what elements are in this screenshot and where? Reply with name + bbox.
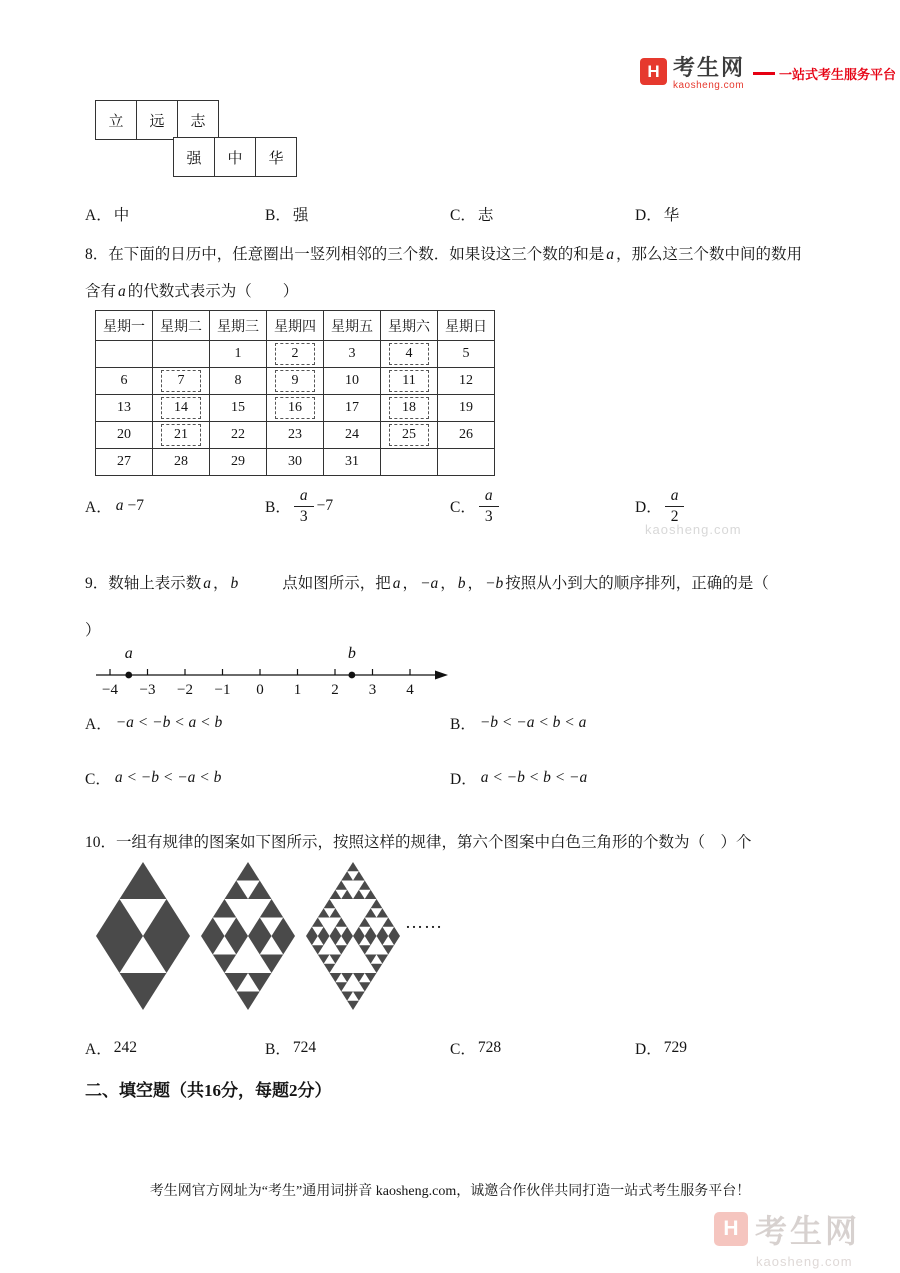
calendar-header: 星期日 bbox=[438, 311, 495, 341]
tick-label: −4 bbox=[102, 682, 118, 698]
q9-text-line1 bbox=[85, 565, 855, 602]
math-var: b bbox=[230, 575, 239, 592]
tick-label: 2 bbox=[331, 682, 339, 698]
q8-text-line1 bbox=[85, 236, 855, 273]
q7-option-A bbox=[85, 203, 129, 225]
tick-label: 1 bbox=[293, 682, 302, 698]
text-run: ， bbox=[402, 575, 419, 592]
point-label-a: a bbox=[124, 645, 133, 662]
fraction: $\frac{a}{3}$ bbox=[294, 487, 314, 524]
point-b bbox=[348, 672, 355, 679]
calendar-cell: 20 bbox=[96, 422, 153, 449]
option-label: D． bbox=[635, 499, 662, 516]
option-text: 中 bbox=[113, 207, 130, 224]
text-run: ，那么这三个数中间的数用 bbox=[616, 246, 803, 263]
kaosheng-watermark-icon: H bbox=[714, 1212, 748, 1246]
calendar-cell: 5 bbox=[438, 341, 495, 368]
option-text: 728 bbox=[477, 1039, 502, 1056]
option-label: B． bbox=[450, 716, 476, 733]
fraction: $\frac{a}{2}$ bbox=[665, 487, 685, 524]
calendar-cell: 8 bbox=[210, 368, 267, 395]
calendar-header: 星期四 bbox=[267, 311, 324, 341]
q9-option-D bbox=[450, 767, 589, 789]
math-var: a bbox=[392, 575, 401, 592]
option-label: C． bbox=[85, 771, 111, 788]
calendar-cell: 14 bbox=[153, 395, 210, 422]
calendar-cell bbox=[381, 449, 438, 476]
pattern-figures-svg bbox=[95, 860, 410, 1012]
option-text: 724 bbox=[292, 1039, 317, 1056]
math-var: −a bbox=[420, 575, 439, 592]
net-cell: 华 bbox=[255, 137, 297, 177]
math-var: a bbox=[203, 575, 212, 592]
text-run: 2 bbox=[289, 1081, 298, 1100]
option-label: D． bbox=[635, 207, 662, 224]
text-run: ， bbox=[440, 575, 456, 592]
q10-option-B bbox=[265, 1037, 316, 1059]
calendar-cell: 11 bbox=[381, 368, 438, 395]
calendar-header: 星期三 bbox=[210, 311, 267, 341]
calendar-cell: 30 bbox=[267, 449, 324, 476]
pattern-figure-3 bbox=[306, 862, 400, 1010]
math-expr: −b < −a < b < a bbox=[479, 714, 587, 731]
calendar-cell: 16 bbox=[267, 395, 324, 422]
calendar-cell: 9 bbox=[267, 368, 324, 395]
option-label: A． bbox=[85, 716, 112, 733]
calendar-cell: 26 bbox=[438, 422, 495, 449]
watermark-mid: kaosheng.com bbox=[645, 522, 742, 537]
option-text: 729 bbox=[663, 1039, 687, 1056]
calendar-cell: 24 bbox=[324, 422, 381, 449]
text-run: 分，每题 bbox=[221, 1081, 289, 1100]
tick-label: 4 bbox=[406, 682, 414, 698]
pattern-ellipsis: …… bbox=[405, 912, 443, 932]
number-line-figure bbox=[88, 644, 468, 711]
calendar-cell: 10 bbox=[324, 368, 381, 395]
watermark-domain: kaosheng.com bbox=[755, 1254, 853, 1269]
number-line-svg bbox=[88, 644, 468, 706]
option-label: C． bbox=[450, 499, 476, 516]
watermark-logo bbox=[714, 1206, 860, 1269]
math-var: b bbox=[457, 575, 466, 592]
text-run: ， bbox=[467, 575, 484, 592]
option-text: 志 bbox=[477, 207, 494, 224]
q8-option-A bbox=[85, 482, 144, 530]
text-run: 8．在下面的日历中，任意圈出一竖列相邻的三个数．如果设这三个数的和是 bbox=[85, 246, 605, 263]
option-label: A． bbox=[85, 207, 112, 224]
q7-option-D bbox=[635, 203, 679, 225]
calendar-cell: 27 bbox=[96, 449, 153, 476]
calendar-cell: 15 bbox=[210, 395, 267, 422]
calendar-header: 星期六 bbox=[381, 311, 438, 341]
pattern-figure-2 bbox=[201, 862, 295, 1010]
option-label: A． bbox=[85, 1041, 112, 1058]
calendar-cell: 13 bbox=[96, 395, 153, 422]
math-var: a bbox=[118, 283, 126, 300]
net-cell: 立 bbox=[95, 100, 137, 140]
q8-option-C bbox=[450, 482, 500, 530]
q9-text bbox=[85, 565, 855, 602]
calendar-cell bbox=[438, 449, 495, 476]
calendar-cell: 25 bbox=[381, 422, 438, 449]
fraction: $\frac{a}{3}$ bbox=[479, 487, 499, 524]
calendar-cell: 17 bbox=[324, 395, 381, 422]
text-run: 按照从小到大的顺序排列，正确的是（ bbox=[505, 575, 769, 592]
q7-option-C bbox=[450, 203, 493, 225]
point-a bbox=[125, 672, 132, 679]
calendar-cell: 29 bbox=[210, 449, 267, 476]
option-label: B． bbox=[265, 207, 291, 224]
q9-option-C bbox=[85, 767, 223, 789]
calendar-cell: 22 bbox=[210, 422, 267, 449]
calendar-cell: 1 bbox=[210, 341, 267, 368]
math-expr: a < −b < b < −a bbox=[480, 769, 588, 786]
q9-option-B bbox=[450, 712, 588, 734]
q9-close-paren: ） bbox=[85, 622, 101, 639]
q9-options-row1 bbox=[85, 712, 855, 738]
text-run: 分） bbox=[297, 1081, 332, 1100]
logo-brand: 考生网 bbox=[673, 55, 746, 80]
calendar-header: 星期二 bbox=[153, 311, 210, 341]
section2-header bbox=[85, 1076, 332, 1101]
calendar-cell: 31 bbox=[324, 449, 381, 476]
option-label: A． bbox=[85, 499, 112, 516]
footer-note: 考生网官方网址为“考生”通用词拼音 kaosheng.com，诚邀合作伙伴共同打造一站式考生服务平台！ bbox=[149, 1184, 751, 1199]
calendar-cell: 19 bbox=[438, 395, 495, 422]
q10-option-C bbox=[450, 1037, 501, 1059]
math-suffix: −7 bbox=[127, 497, 144, 514]
option-label: D． bbox=[450, 771, 477, 788]
q7-option-B bbox=[265, 203, 308, 225]
text-run: 9．数轴上表示数 bbox=[85, 575, 202, 592]
logo-tagline: 一站式考生服务平台 bbox=[779, 67, 897, 82]
calendar-cell: 21 bbox=[153, 422, 210, 449]
cube-net-bottom-row bbox=[173, 137, 297, 177]
calendar-cell: 7 bbox=[153, 368, 210, 395]
q8-text-line2 bbox=[85, 273, 855, 310]
option-label: B． bbox=[265, 1041, 291, 1058]
point-label-b: b bbox=[347, 645, 356, 662]
calendar-cell: 28 bbox=[153, 449, 210, 476]
calendar-cell bbox=[153, 341, 210, 368]
calendar-cell: 18 bbox=[381, 395, 438, 422]
tick-label: −1 bbox=[214, 682, 231, 698]
arrow-head bbox=[435, 671, 448, 680]
text-run: 含有 bbox=[85, 283, 117, 300]
logo-domain: kaosheng.com bbox=[673, 80, 745, 91]
text-run: 10．一组有规律的图案如下图所示，按照这样的规律，第六个图案中白色三角形的个数为（ ）个 bbox=[85, 834, 752, 851]
pattern-figures bbox=[95, 860, 410, 1017]
calendar-cell: 4 bbox=[381, 341, 438, 368]
math-var: a bbox=[606, 246, 615, 263]
calendar-table bbox=[95, 310, 495, 476]
text-run: 点如图所示，把 bbox=[282, 575, 391, 592]
text-run: 二、填空题（共 bbox=[85, 1081, 204, 1100]
watermark-logo-row bbox=[714, 1206, 860, 1252]
option-label: C． bbox=[450, 1041, 476, 1058]
q9-option-A bbox=[85, 712, 224, 734]
calendar-cell: 6 bbox=[96, 368, 153, 395]
option-label: B． bbox=[265, 499, 291, 516]
q8-text bbox=[85, 236, 855, 310]
pattern-figure-1 bbox=[96, 862, 190, 1010]
option-text: 强 bbox=[292, 207, 309, 224]
option-label: D． bbox=[635, 1041, 662, 1058]
watermark-brand: 考生网 bbox=[754, 1213, 860, 1249]
math-suffix: −7 bbox=[316, 497, 334, 514]
option-text: 242 bbox=[113, 1039, 137, 1056]
site-logo bbox=[640, 56, 896, 91]
q8-option-B bbox=[265, 482, 333, 530]
math-expr: a < −b < −a < b bbox=[114, 769, 222, 786]
q9-options-row2 bbox=[85, 767, 855, 793]
calendar-cell: 3 bbox=[324, 341, 381, 368]
net-cell: 志 bbox=[177, 100, 219, 140]
q10-text-line1 bbox=[85, 824, 855, 861]
logo-brand-column bbox=[673, 56, 745, 91]
tick-label: 0 bbox=[256, 682, 264, 698]
calendar-cell: 12 bbox=[438, 368, 495, 395]
text-run: ， bbox=[213, 575, 229, 592]
q10-option-D bbox=[635, 1037, 687, 1059]
calendar-header: 星期五 bbox=[324, 311, 381, 341]
math-expr: −a < −b < a < b bbox=[115, 714, 223, 731]
text-run: 的代数式表示为（ ） bbox=[127, 283, 299, 300]
calendar-cell bbox=[96, 341, 153, 368]
net-cell: 远 bbox=[136, 100, 178, 140]
tick-label: −3 bbox=[139, 682, 156, 698]
logo-dash-line bbox=[753, 72, 775, 75]
text-run: 16 bbox=[204, 1081, 221, 1100]
option-text: 华 bbox=[663, 207, 680, 224]
cube-net-top-row bbox=[95, 100, 219, 140]
option-label: C． bbox=[450, 207, 476, 224]
q10-options bbox=[85, 1037, 855, 1063]
tick-label: −2 bbox=[177, 682, 193, 698]
net-cell: 中 bbox=[214, 137, 256, 177]
tick-label: 3 bbox=[368, 682, 377, 698]
math-var: −b bbox=[485, 575, 504, 592]
calendar-cell: 2 bbox=[267, 341, 324, 368]
calendar-cell: 23 bbox=[267, 422, 324, 449]
kaosheng-logo-icon: H bbox=[640, 58, 667, 85]
logo-tagline-group bbox=[753, 64, 896, 83]
math-expr: a bbox=[115, 497, 124, 514]
q10-text bbox=[85, 824, 855, 861]
calendar-header: 星期一 bbox=[96, 311, 153, 341]
q7-options bbox=[85, 203, 855, 229]
q10-option-A bbox=[85, 1037, 137, 1059]
net-cell: 强 bbox=[173, 137, 215, 177]
